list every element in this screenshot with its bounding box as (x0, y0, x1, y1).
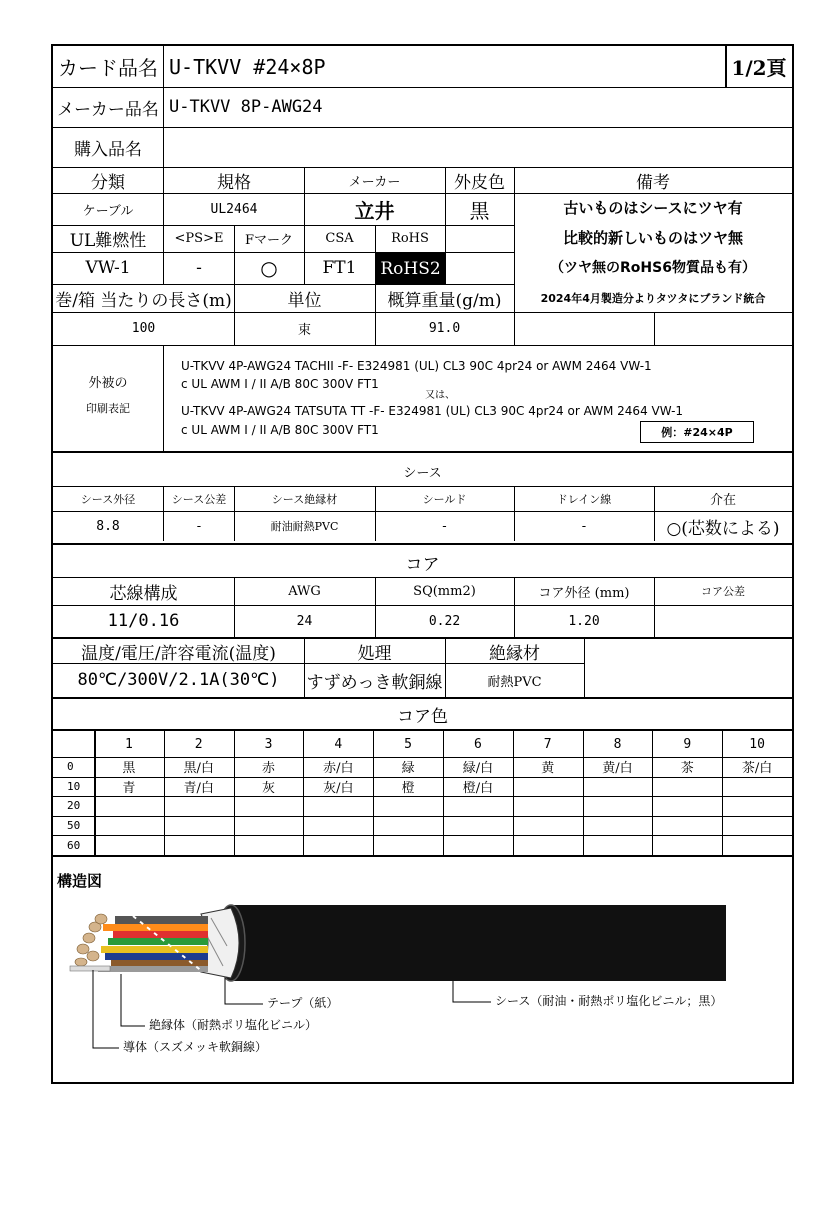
sheath-value-5: - (581, 518, 587, 534)
color-cell (234, 796, 304, 816)
color-cell (373, 816, 443, 836)
maker-label: メーカー品名 (57, 99, 159, 120)
core-header-2: AWG (288, 583, 321, 599)
ul-flame-header: UL難燃性 (69, 231, 147, 251)
color-cell: 赤/白 (323, 761, 354, 777)
tape-label: テープ（紙） (267, 996, 339, 1010)
sheath-value-4: - (442, 518, 447, 534)
color-row-label: 20 (67, 799, 81, 813)
color-cell (373, 835, 443, 855)
color-cell: 茶/白 (741, 761, 773, 777)
weight-value: 91.0 (428, 321, 461, 336)
core-value-3: 0.22 (428, 613, 461, 629)
core-value-5 (654, 605, 792, 637)
sheath-value-1: 8.8 (96, 518, 120, 534)
color-cell: 黒 (122, 761, 136, 777)
rohs-value: RoHS2 (376, 253, 445, 284)
color-cell: 灰 (261, 780, 275, 796)
color-cell (164, 816, 234, 836)
color-cell (513, 816, 583, 836)
core-header-1: 芯線構成 (109, 583, 178, 604)
sheath-header-5: ドレイン線 (556, 492, 612, 506)
sheath-header-1: シース外径 (80, 492, 136, 506)
sheath-header-4: シールド (422, 492, 467, 506)
csa-header: CSA (325, 231, 354, 246)
remark-2: 比較的新しいものはツヤ無 (562, 228, 743, 247)
core-brown (111, 960, 208, 966)
purchase-value (165, 127, 725, 167)
printing-example-box: 例：#24×4P (640, 421, 754, 443)
core-title: コア (405, 554, 440, 575)
remark-3: （ツヤ無のRoHS6物質品も有） (550, 260, 756, 276)
cable-sheath-shape (231, 905, 726, 981)
f-mark-value: ○ (260, 256, 278, 280)
core-header2-3: 絶縁材 (489, 643, 540, 663)
color-cell: 灰/白 (323, 780, 354, 796)
color-cell (164, 796, 234, 816)
conductor-tips (75, 914, 107, 966)
color-cell (652, 816, 722, 836)
purchase-label: 購入品名 (74, 139, 142, 160)
category-value: ケーブル (82, 203, 134, 219)
color-cell: 橙 (401, 780, 415, 796)
csa-value: FT1 (322, 258, 357, 278)
jacket-color-header: 外皮色 (454, 172, 505, 193)
core-value-2: 24 (296, 613, 313, 629)
core-value2-3: 耐熱PVC (487, 674, 542, 690)
core-orange (103, 924, 208, 931)
unit-value: 束 (297, 323, 311, 338)
length-value: 100 (131, 321, 156, 336)
core-color-table (53, 731, 792, 855)
core-header2-2: 処理 (357, 643, 392, 663)
printing-line-4: c UL AWM I / II A/B 80C 300V FT1 (181, 423, 379, 437)
unit-label: 単位 (287, 290, 322, 311)
sheath-value-2: - (196, 518, 202, 534)
rohs-header: RoHS (391, 231, 429, 246)
conductor-leader (93, 970, 119, 1048)
spec-sheet (51, 44, 794, 1084)
color-cell (513, 835, 583, 855)
sheath-leader (453, 981, 491, 1002)
color-cell (583, 835, 653, 855)
ul-flame-value: VW-1 (85, 258, 131, 278)
color-column-header: 1 (124, 736, 133, 752)
color-column-header: 5 (404, 736, 412, 752)
jacket-color-value: 黒 (469, 198, 490, 223)
printing-label-1: 外被の (88, 375, 128, 391)
color-row-label: 50 (67, 819, 81, 833)
core-red (113, 931, 208, 939)
sheath-label: シース（耐油・耐熱ポリ塩化ビニル；黒） (495, 994, 723, 1008)
core-value-1: 11/0.16 (107, 611, 180, 631)
core-header-4: コア外径 (mm) (538, 585, 630, 601)
standard-value: UL2464 (210, 201, 258, 217)
color-cell (722, 835, 792, 855)
color-cell: 緑 (401, 761, 415, 777)
page-number: 1/2頁 (731, 56, 787, 80)
printing-label-2: 印刷表記 (86, 402, 130, 415)
color-cell (94, 816, 164, 836)
remark-4: 2024年4月製造分よりタツタにブランド統合 (540, 292, 766, 305)
core-gray (98, 966, 208, 972)
core-color-title: コア色 (397, 706, 448, 727)
structure-title: 構造図 (57, 872, 103, 890)
core-value-4: 1.20 (568, 613, 600, 629)
color-cell (583, 777, 653, 797)
maker-header: メーカー (348, 174, 401, 190)
color-cell: 黄 (541, 761, 555, 777)
color-cell (583, 816, 653, 836)
color-cell: 黒/白 (183, 761, 214, 777)
category-header: 分類 (91, 172, 125, 193)
color-cell: 緑/白 (462, 761, 494, 777)
color-cell (303, 835, 373, 855)
core-header-5: コア公差 (701, 585, 745, 598)
sheath-value-6: ○(芯数による) (666, 518, 780, 539)
core-value2-2: すずめっき軟銅線 (306, 672, 443, 693)
f-mark-header: Fマーク (244, 233, 294, 248)
color-cell (652, 835, 722, 855)
color-cell: 茶 (680, 761, 694, 777)
core-blue (105, 953, 208, 960)
conductor-label: 導体（スズメッキ軟銅線） (123, 1040, 268, 1054)
standard-header: 規格 (217, 172, 251, 193)
color-column-header: 8 (613, 736, 622, 752)
color-cell (94, 835, 164, 855)
color-cell: 赤 (261, 761, 275, 777)
color-cell (443, 835, 513, 855)
sheath-header-6: 介在 (709, 493, 736, 508)
color-cell: 青/白 (183, 780, 214, 796)
color-row-label: 0 (67, 760, 74, 774)
core-header-3: SQ(mm2) (413, 583, 476, 599)
core-yellow (101, 946, 208, 953)
cable-structure-diagram (53, 886, 792, 1086)
color-cell: 橙/白 (462, 780, 494, 796)
color-cell (443, 796, 513, 816)
printing-line-3: U-TKVV 4P-AWG24 TATSUTA TT -F- E324981 (UL) CL3 90C 4pr24 or AWM 2464 VW-1 (181, 404, 684, 418)
color-cell (303, 796, 373, 816)
color-column-header: 4 (334, 736, 343, 752)
core-header2-1: 温度/電圧/許容電流(温度) (81, 643, 276, 663)
length-label: 巻/箱 当たりの長さ(m) (55, 290, 232, 311)
printing-line-1: U-TKVV 4P-AWG24 TACHII -F- E324981 (UL) CL3 90C 4pr24 or AWM 2464 VW-1 (181, 359, 652, 373)
color-cell (303, 816, 373, 836)
color-cell (583, 796, 653, 816)
color-cell (164, 835, 234, 855)
sheath-title: シース (403, 465, 442, 481)
tape-leader (225, 978, 263, 1004)
maker-value-cell: 立井 (354, 198, 395, 223)
color-cell (652, 777, 722, 797)
color-cell (234, 816, 304, 836)
color-column-header: 7 (543, 736, 552, 752)
color-cell (234, 835, 304, 855)
core-green (108, 938, 208, 945)
core-black (115, 916, 208, 924)
color-cell (722, 777, 792, 797)
color-cell (373, 796, 443, 816)
color-cell: 青 (122, 780, 136, 796)
color-cell (443, 816, 513, 836)
sheath-value-3: 耐油耐熱PVC (270, 520, 339, 533)
maker-value: U-TKVV 8P-AWG24 (169, 97, 323, 117)
printing-or: 又は、 (425, 390, 455, 401)
insulator-leader (121, 974, 145, 1026)
color-cell (722, 796, 792, 816)
remarks-header: 備考 (636, 172, 670, 193)
color-cell (513, 777, 583, 797)
conductor-strand (70, 966, 110, 971)
color-cell (722, 816, 792, 836)
remark-1: 古いものはシースにツヤ有 (563, 198, 743, 217)
sheath-header-3: シース絶縁材 (271, 492, 338, 506)
core-value2-1: 80℃/300V/2.1A(30℃) (77, 670, 280, 690)
color-column-header: 9 (683, 736, 692, 752)
pse-value: - (196, 258, 202, 278)
color-row-label: 60 (67, 838, 81, 852)
color-row-label: 10 (67, 779, 81, 793)
color-column-header: 3 (264, 736, 273, 752)
pse-header: <PS>E (174, 231, 224, 246)
color-column-header: 2 (194, 736, 203, 752)
weight-label: 概算重量(g/m) (387, 290, 502, 311)
card-value: U-TKVV #24×8P (169, 54, 326, 79)
color-column-header: 10 (749, 736, 765, 752)
printing-line-2: c UL AWM I / II A/B 80C 300V FT1 (181, 377, 379, 391)
color-cell (652, 796, 722, 816)
color-cell (513, 796, 583, 816)
insulator-label: 絶縁体（耐熱ポリ塩化ビニル） (149, 1018, 318, 1032)
color-cell (94, 796, 164, 816)
sheath-header-2: シース公差 (171, 492, 227, 506)
color-cell: 黄/白 (602, 761, 633, 777)
color-column-header: 6 (473, 736, 482, 752)
card-label: カード品名 (58, 56, 158, 80)
